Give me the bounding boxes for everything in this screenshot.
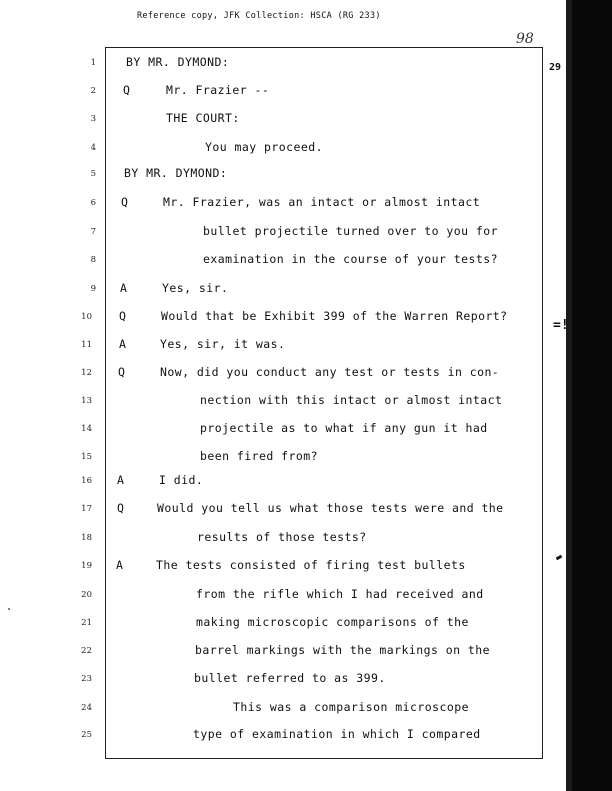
- transcript-line-text: THE COURT:: [166, 111, 240, 125]
- transcript-line-text: Now, did you conduct any test or tests in con-: [160, 365, 500, 379]
- transcript-line-text: You may proceed.: [205, 140, 323, 154]
- line-number: 12: [81, 368, 92, 378]
- handwritten-corner-mark: 29: [549, 62, 562, 73]
- transcript-line-text: been fired from?: [200, 449, 318, 463]
- line-number: 19: [81, 561, 92, 571]
- transcript-line-text: type of examination in which I compared: [193, 727, 481, 741]
- line-number: 16: [81, 476, 92, 486]
- line-number: 11: [81, 340, 92, 350]
- transcript-line-text: making microscopic comparisons of the: [196, 615, 469, 629]
- line-number: 1: [90, 58, 96, 68]
- line-number: 8: [90, 255, 96, 265]
- line-number: 5: [90, 169, 96, 179]
- transcript-line-text: BY MR. DYMOND:: [126, 55, 230, 69]
- line-number: 18: [81, 533, 92, 543]
- line-number: 7: [90, 227, 96, 237]
- transcript-line-text: Yes, sir, it was.: [160, 337, 286, 351]
- line-number: 17: [81, 504, 92, 514]
- line-number: 2: [90, 86, 96, 96]
- line-number: 6: [90, 198, 96, 208]
- speaker-label: Q: [121, 195, 128, 209]
- margin-annotation: =!: [553, 318, 569, 333]
- transcript-line-text: results of those tests?: [197, 530, 367, 544]
- line-number: 24: [81, 703, 92, 713]
- transcript-line-text: bullet referred to as 399.: [194, 671, 386, 685]
- line-number: 14: [81, 424, 92, 434]
- handwritten-page-number: 98: [516, 31, 534, 47]
- stray-pen-mark: [556, 555, 563, 561]
- transcript-line-text: The tests consisted of firing test bullets: [156, 558, 466, 572]
- transcript-line-text: examination in the course of your tests?: [203, 252, 498, 266]
- speaker-label: Q: [117, 501, 124, 515]
- scan-black-margin: [572, 0, 612, 791]
- transcript-line-text: from the rifle which I had received and: [196, 587, 484, 601]
- line-number: 22: [81, 646, 92, 656]
- line-number: 20: [81, 590, 92, 600]
- speaker-label: Q: [123, 83, 130, 97]
- line-number: 23: [81, 674, 92, 684]
- transcript-line-text: Would that be Exhibit 399 of the Warren Report?: [161, 309, 508, 323]
- line-number: 3: [90, 114, 96, 124]
- speaker-label: A: [119, 337, 126, 351]
- line-number: 9: [90, 284, 96, 294]
- transcript-line-text: Would you tell us what those tests were and the: [157, 501, 504, 515]
- speaker-label: A: [120, 281, 127, 295]
- transcript-line-text: I did.: [159, 473, 204, 487]
- speaker-label: Q: [119, 309, 126, 323]
- transcript-line-text: BY MR. DYMOND:: [124, 166, 228, 180]
- transcript-line-text: Yes, sir.: [162, 281, 229, 295]
- speaker-label: A: [117, 473, 124, 487]
- line-number: 21: [81, 618, 92, 628]
- transcript-line-text: This was a comparison microscope: [233, 700, 469, 714]
- line-number: 13: [81, 396, 92, 406]
- line-number: 4: [90, 143, 96, 153]
- line-number: 15: [81, 452, 92, 462]
- transcript-line-text: nection with this intact or almost intact: [200, 393, 503, 407]
- speaker-label: A: [116, 558, 123, 572]
- transcript-line-text: barrel markings with the markings on the: [195, 643, 490, 657]
- line-number: 10: [81, 312, 92, 322]
- transcript-line-text: Mr. Frazier, was an intact or almost intact: [163, 195, 481, 209]
- stray-scan-dot: [8, 608, 10, 610]
- transcript-line-text: projectile as to what if any gun it had: [200, 421, 488, 435]
- transcript-line-text: Mr. Frazier --: [166, 83, 270, 97]
- archive-reference-header: Reference copy, JFK Collection: HSCA (RG 233): [137, 11, 381, 21]
- transcript-line-text: bullet projectile turned over to you for: [203, 224, 498, 238]
- speaker-label: Q: [118, 365, 125, 379]
- line-number: 25: [81, 730, 92, 740]
